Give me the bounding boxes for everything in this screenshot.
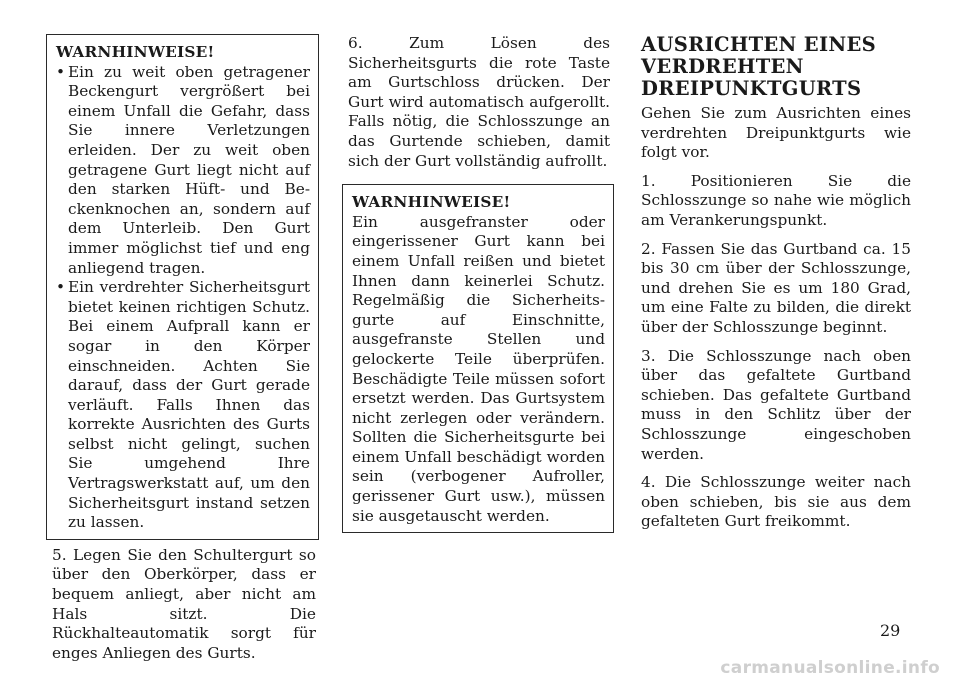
step-3: 3. Die Schlosszunge nach oben über das gefaltete Gurtband schieben. Das gefaltete Gurtband muss in den Schlitz über der Schlosszunge eingeschoben werden. — [641, 346, 911, 463]
heading-line: VERDREHTEN — [641, 55, 804, 78]
section-heading — [641, 34, 911, 100]
warning-text: Ein ausgefranster oder eingerissener Gurt kann bei einem Unfall reißen und bietet Ihnen dann keinerlei Schutz. Regelmäßig die Sicherheitsgurte auf Einschnitte, ausgefranste Stellen und gelockerte Teile überprüfen. Beschädigte Teile müssen sofort ersetzt werden. Das Gurtsystem nicht zerlegen oder verändern. Sollten die Sicherheitsgurte bei einem Unfall beschädigt worden sein (verbogener Aufroller, gerissener Gurt usw.), müssen sie ausgetauscht werden. — [352, 212, 605, 525]
warning-list — [56, 63, 310, 533]
warning-bullet — [56, 63, 310, 279]
step-6: 6. Zum Lösen des Sicherheitsgurts die rote Taste am Gurtschloss drücken. Der Gurt wird automatisch aufgerollt. Falls nötig, die Schlosszunge an das Gurtende schieben, damit sich der Gurt vollständig aufrollt. — [348, 34, 610, 170]
heading-line: AUSRICHTEN EINES — [641, 33, 877, 56]
page-number: 29 — [880, 621, 901, 640]
warning-title: WARNHINWEISE! — [56, 43, 215, 61]
column-right — [641, 34, 911, 532]
warning-box — [46, 34, 319, 540]
step-5: 5. Legen Sie den Schultergurt so über den Oberkörper, dass er bequem anliegt, aber nicht am Hals sitzt. Die Rückhalteautomatik sorgt für enges Anliegen des Gurts. — [52, 545, 316, 662]
column-middle — [348, 34, 610, 533]
column-left — [52, 34, 316, 663]
intro-text: Gehen Sie zum Ausrichten eines verdrehten Dreipunktgurts wie folgt vor. — [641, 104, 911, 162]
watermark: carmanualsonline.info — [720, 658, 940, 678]
step-4: 4. Die Schlosszunge weiter nach oben schieben, bis sie aus dem gefalteten Gurt freikommt. — [641, 473, 911, 531]
warning-bullet-text: Ein zu weit oben getragener Beckengurt vergrößert bei einem Unfall die Gefahr, dass Sie innere Verletzungen erleiden. Der zu weit oben getragene Gurt liegt nicht auf den starken Hüft- und Beckenknochen an, sondern auf dem Unterleib. Den Gurt immer möglichst tief und eng anliegend tragen. — [68, 62, 310, 277]
heading-line: DREIPUNKTGURTS — [641, 77, 862, 100]
warning-bullet-text: Ein verdrehter Sicherheitsgurt bietet keinen richtigen Schutz. Bei einem Aufprall kann er sogar in den Körper einschneiden. Achten Sie darauf, dass der Gurt gerade verläuft. Falls Ihnen das korrekte Ausrichten des Gurts selbst nicht gelingt, suchen Sie umgehend Ihre Vertragswerkstatt auf, um den Sicherheitsgurt instand setzen zu lassen. — [68, 278, 310, 532]
warning-title: WARNHINWEISE! — [352, 193, 511, 212]
step-2: 2. Fassen Sie das Gurtband ca. 15 bis 30 cm über der Schlosszunge, und drehen Sie es um 180 Grad, um eine Falte zu bilden, die direkt über der Schlosszunge beginnt. — [641, 239, 911, 336]
bullet-icon: • — [56, 62, 66, 81]
step-1: 1. Positionieren Sie die Schlosszunge so nahe wie möglich am Verankerungspunkt. — [641, 171, 911, 229]
warning-bullet — [56, 278, 310, 533]
bullet-icon: • — [56, 278, 66, 297]
warning-box — [342, 184, 614, 533]
